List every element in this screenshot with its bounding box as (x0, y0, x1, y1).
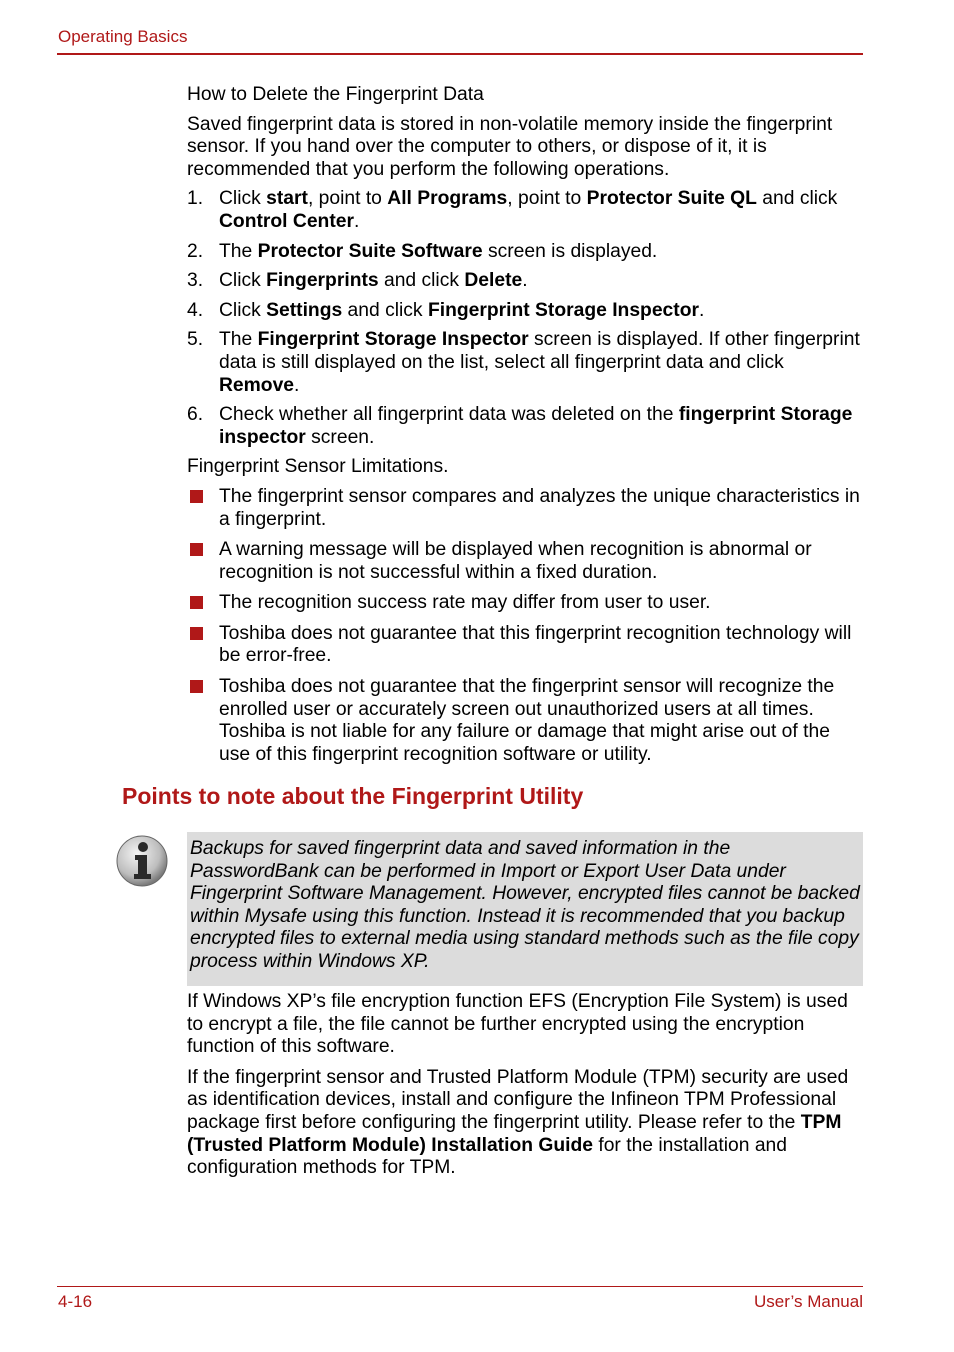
text-run: Click (219, 299, 267, 321)
step-number: 6. (187, 404, 204, 426)
points-content (187, 991, 863, 1188)
bold-text: Delete (464, 270, 523, 292)
text-run: and click (342, 299, 428, 321)
bullet-square-icon (190, 543, 203, 556)
limitation-item (187, 486, 863, 531)
bold-text: Fingerprint Storage Inspector (257, 329, 529, 351)
limitation-text: The fingerprint sensor compares and analyzes the unique characteristics in a fingerprint. (219, 485, 860, 530)
footer-rule (57, 1286, 863, 1287)
step-number: 2. (187, 240, 204, 262)
limitation-text: Toshiba does not guarantee that this fingerprint recognition technology will be error-free. (219, 622, 852, 667)
step-number: 4. (187, 299, 204, 321)
limitations-heading: Fingerprint Sensor Limitations. (187, 456, 449, 478)
section-heading: Points to note about the Fingerprint Utility (122, 783, 584, 809)
bold-text: Control Center (219, 210, 354, 232)
page-number: 4-16 (58, 1292, 93, 1311)
bullet-square-icon (190, 627, 203, 640)
bullet-square-icon (190, 490, 203, 503)
text-run: The (219, 240, 258, 262)
step-item (187, 329, 863, 397)
text-run: . (353, 210, 360, 232)
limitation-text: The recognition success rate may differ from user to user. (219, 592, 711, 614)
step-item (187, 270, 863, 293)
delete-intro: Saved fingerprint data is stored in non-volatile memory inside the fingerprint sensor. If you hand over the computer to others, or dispose of it, it is recommended that you perform the following operations. (187, 113, 833, 180)
running-header: Operating Basics (58, 27, 188, 46)
text-run: Click (219, 188, 267, 210)
bold-text: Settings (266, 299, 343, 321)
step-item (187, 188, 863, 233)
note-text: Backups for saved fingerprint data and saved information in the PasswordBank can be performed in Import or Export User Data under Fingerprint Software Management. However, encrypted files cannot be backed within Mysafe using this function. Instead it is recommended that you backup encrypted files to external media using standard methods such as the file copy process within Windows XP. (190, 838, 860, 972)
bold-text: Protector Suite QL (586, 188, 757, 210)
tpm-paragraph (187, 1067, 863, 1180)
text-run: and click (756, 188, 838, 210)
delete-heading: How to Delete the Fingerprint Data (187, 84, 484, 105)
bold-text: Protector Suite Software (257, 240, 483, 262)
efs-paragraph: If Windows XP’s file encryption function EFS (Encryption File System) is used to encrypt a file, the file cannot be further encrypted using the encryption function of this software. (187, 991, 848, 1058)
limitation-item (187, 623, 863, 668)
info-icon (115, 834, 169, 888)
text-run: . (522, 270, 528, 292)
step-number: 3. (187, 270, 204, 292)
step-item (187, 241, 863, 264)
limitations-list (187, 486, 863, 767)
text-run: . (698, 299, 705, 321)
text-run: screen is displayed. If other fingerprint data is still displayed on the list, select all fingerprint data and click (219, 329, 860, 373)
bold-text: start (266, 188, 308, 210)
step-item (187, 300, 863, 323)
text-run: Check whether all fingerprint data was deleted on the (219, 404, 679, 426)
limitation-item (187, 592, 863, 615)
text-run: , point to (507, 188, 587, 210)
text-run: The (219, 329, 258, 351)
bullet-square-icon (190, 596, 203, 609)
main-content (187, 84, 863, 774)
limitation-text: A warning message will be displayed when recognition is abnormal or recognition is not successful within a fixed duration. (219, 539, 812, 583)
text-run: , point to (307, 188, 388, 210)
text-run: . (294, 374, 300, 396)
header-rule (57, 53, 863, 55)
step-item (187, 404, 863, 449)
bold-text: Fingerprints (266, 270, 379, 292)
bullet-square-icon (190, 680, 203, 693)
text-run: Click (219, 270, 267, 292)
text-run: screen. (305, 426, 375, 448)
manual-title: User’s Manual (754, 1292, 863, 1311)
step-number: 5. (187, 329, 204, 351)
step-number: 1. (187, 188, 204, 210)
bold-text: TPM (Trusted Platform Module) Installation Guide (187, 1111, 842, 1156)
limitation-item (187, 676, 863, 766)
bold-text: All Programs (387, 188, 508, 210)
delete-steps-list (187, 188, 863, 449)
limitation-item (187, 539, 863, 584)
bold-text: fingerprint Storage inspector (219, 404, 853, 448)
bold-text: Remove (219, 374, 295, 396)
text-run: screen is displayed. (482, 240, 658, 262)
text-run: for the installation and configuration methods for TPM. (187, 1134, 788, 1179)
text-run: If the fingerprint sensor and Trusted Platform Module (TPM) security are used as identification devices, install and configure the Infineon TPM Professional package first before configuring the fingerprint utility. Please refer to the (187, 1066, 849, 1133)
bold-text: Fingerprint Storage Inspector (427, 299, 699, 321)
limitation-text: Toshiba does not guarantee that the fingerprint sensor will recognize the enrolled user or accurately screen out unauthorized users at all times. Toshiba is not liable for any failure or damage that might arise out of the use of this fingerprint recognition software or utility. (219, 676, 835, 765)
text-run: and click (378, 270, 465, 292)
